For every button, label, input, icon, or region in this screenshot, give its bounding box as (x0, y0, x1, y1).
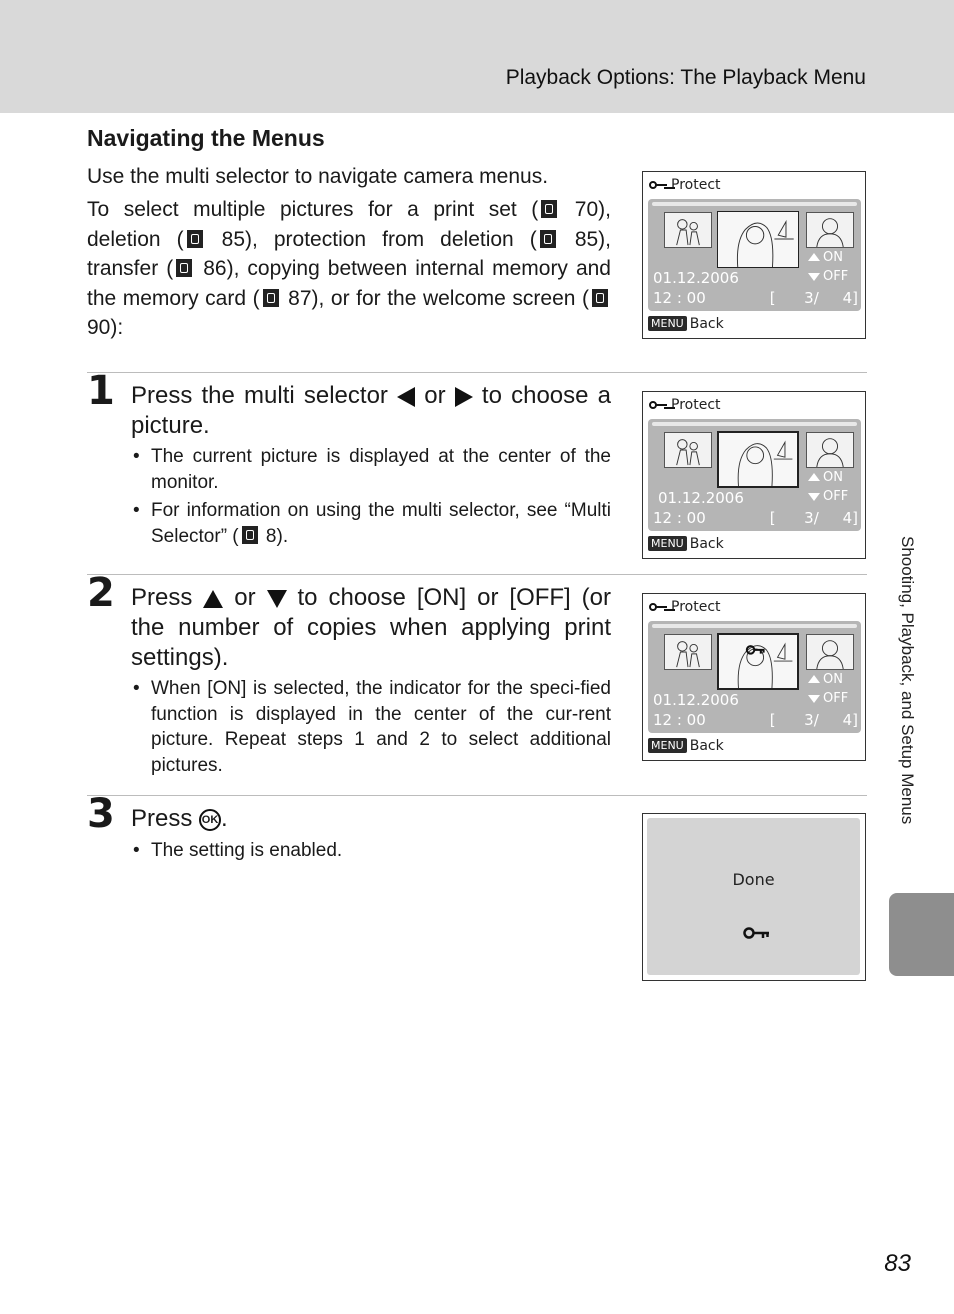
page-reference-icon (187, 230, 203, 248)
ok-button-icon: OK (199, 809, 221, 831)
done-panel (647, 818, 860, 975)
thumbnail-next (806, 212, 854, 248)
divider (87, 574, 867, 575)
step-3-bullets (131, 838, 611, 867)
thumbnail-current (717, 211, 799, 268)
page-reference-icon (242, 526, 258, 544)
page-reference-icon (540, 230, 556, 248)
intro-line: Use the multi selector to navigate camera menus. (87, 165, 549, 188)
section-title: Navigating the Menus (87, 125, 325, 151)
date-readout: 01.12.2006 (653, 269, 739, 287)
thumbnail-next (806, 432, 854, 468)
step-1-bullets (131, 444, 611, 552)
step-1-heading: Press the multi selector or to choose a picture. (131, 382, 611, 439)
step-2-heading: Press or to choose [ON] or [OFF] (or the number of copies when applying print settings). (131, 584, 612, 671)
scrollbar (652, 202, 857, 206)
frame-counter: [ 3/ 4] (769, 711, 858, 729)
time-readout: 12 : 00 (653, 289, 706, 307)
step-2-bullets (131, 676, 611, 781)
page-reference-icon (541, 200, 557, 218)
page-reference-icon (263, 289, 279, 307)
side-tab (889, 893, 954, 976)
on-option: ON (808, 672, 843, 687)
step-number-2: 2 (87, 570, 115, 616)
thumbnail-panel (648, 419, 861, 531)
menu-back-hint: MENU Back (648, 738, 724, 754)
list-item: • When [ON] is selected, the indicator for the speci-fied function is displayed in the center of the cur-rent picture. Repeat steps 1 and 2 to select additional pictures. (131, 676, 611, 778)
right-arrow-icon (455, 387, 473, 407)
divider (87, 372, 867, 373)
camera-screen-protect-1 (642, 171, 866, 339)
down-arrow-icon (267, 590, 287, 608)
left-arrow-icon (397, 387, 415, 407)
scrollbar (652, 624, 857, 628)
key-icon (743, 926, 771, 940)
off-option: OFF (808, 691, 848, 706)
up-arrow-icon (808, 473, 820, 481)
key-icon (649, 602, 667, 612)
time-readout: 12 : 00 (653, 509, 706, 527)
page-header (0, 0, 954, 113)
screen-title: Protect (649, 599, 721, 615)
camera-screen-done (642, 813, 866, 981)
camera-screen-protect-2 (642, 391, 866, 559)
list-item: • For information on using the multi selector, see “Multi Selector” ( 8). (131, 498, 611, 549)
thumbnail-next (806, 634, 854, 670)
step-number-3: 3 (87, 791, 115, 837)
frame-counter: [ 3/ 4] (769, 509, 858, 527)
menu-button-icon: MENU (648, 316, 687, 331)
intro-paragraph: To select multiple pictures for a print set ( 70), deletion ( 85), protection from deletion ( 85), transfer ( 86), copying between internal memory and the memory card ( 87), or for the welcome screen ( 90): (87, 198, 612, 339)
header-title: Playback Options: The Playback Menu (505, 66, 866, 89)
thumbnail-current (717, 431, 799, 488)
on-option: ON (808, 250, 843, 265)
menu-back-hint: MENU Back (648, 316, 724, 332)
time-readout: 12 : 00 (653, 711, 706, 729)
camera-screen-protect-3 (642, 593, 866, 761)
down-arrow-icon (808, 493, 820, 501)
thumbnail-prev (664, 634, 712, 670)
menu-back-hint: MENU Back (648, 536, 724, 552)
date-readout: 01.12.2006 (658, 489, 744, 507)
frame-counter: [ 3/ 4] (769, 289, 858, 307)
thumbnail-prev (664, 432, 712, 468)
key-icon (649, 400, 667, 410)
done-message: Done (732, 870, 775, 889)
down-arrow-icon (808, 273, 820, 281)
key-icon (649, 180, 667, 190)
thumbnail-panel (648, 621, 861, 733)
menu-button-icon: MENU (648, 536, 687, 551)
page-reference-icon (176, 259, 192, 277)
screen-title: Protect (649, 177, 721, 193)
menu-button-icon: MENU (648, 738, 687, 753)
off-option: OFF (808, 269, 848, 284)
date-readout: 01.12.2006 (653, 691, 739, 709)
up-arrow-icon (808, 253, 820, 261)
thumbnail-current-protected (717, 633, 799, 690)
up-arrow-icon (808, 675, 820, 683)
scrollbar (652, 422, 857, 426)
side-tab-label: Shooting, Playback, and Setup Menus (898, 536, 917, 825)
thumbnail-panel (648, 199, 861, 311)
on-option: ON (808, 470, 843, 485)
list-item: • The current picture is displayed at the center of the monitor. (131, 444, 611, 495)
page-reference-icon (592, 289, 608, 307)
screen-title: Protect (649, 397, 721, 413)
list-item: • The setting is enabled. (131, 838, 611, 864)
step-3-heading: Press OK . (131, 805, 228, 832)
step-number-1: 1 (87, 368, 115, 414)
up-arrow-icon (203, 590, 223, 608)
thumbnail-prev (664, 212, 712, 248)
off-option: OFF (808, 489, 848, 504)
divider (87, 795, 867, 796)
down-arrow-icon (808, 695, 820, 703)
page-number: 83 (884, 1250, 911, 1277)
